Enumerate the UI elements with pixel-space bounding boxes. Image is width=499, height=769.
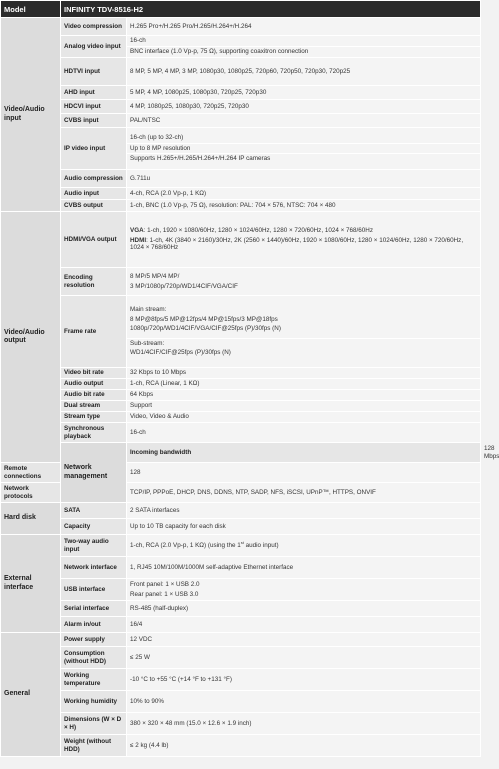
spec-value: ≤ 25 W	[127, 647, 481, 669]
table-row	[1, 647, 481, 669]
spec-value-line: 3 MP/1080p/720p/WD1/4CIF/VGA/CIF	[130, 282, 238, 290]
spec-value-line: Main stream:	[130, 306, 167, 314]
spec-label: Stream type	[61, 412, 127, 423]
spec-label: HDMI/VGA output	[61, 212, 127, 268]
spec-value: Video, Video & Audio	[127, 412, 481, 423]
table-row	[1, 633, 481, 647]
spec-value	[127, 535, 481, 557]
spec-label: HDTVI input	[61, 58, 127, 86]
spec-value-line: Up to 8 MP resolution	[127, 143, 480, 154]
table-row	[1, 100, 481, 114]
section-general: General	[1, 633, 61, 757]
table-row	[1, 86, 481, 100]
spec-label: Dual stream	[61, 401, 127, 412]
spec-value: Support	[127, 401, 481, 412]
spec-label: Analog video input	[61, 36, 127, 58]
spec-value: 2 SATA interfaces	[127, 503, 481, 519]
spec-label: Alarm in/out	[61, 617, 127, 633]
spec-value: H.265 Pro+/H.265 Pro/H.265/H.264+/H.264	[127, 18, 481, 36]
spec-value-line: Supports H.265+/H.265/H.264+/H.264 IP cameras	[127, 153, 480, 164]
spec-label: Video bit rate	[61, 368, 127, 379]
table-row	[1, 617, 481, 633]
table-row	[1, 423, 481, 443]
table-row	[1, 601, 481, 617]
spec-value-line	[130, 236, 477, 253]
table-row	[1, 128, 481, 170]
table-row	[1, 735, 481, 757]
spec-label: USB interface	[61, 579, 127, 601]
spec-value: 10% to 90%	[127, 691, 481, 713]
hdmi-label: HDMI	[130, 236, 147, 244]
hdmi-text: : 1-ch, 4K (3840 × 2160)/30Hz, 2K (2560 × 1440)/60Hz, 1920 × 1080/60Hz, 1280 × 1024/60Hz, 1280 × 720/60Hz, 1024 × 768/60Hz	[130, 236, 464, 252]
table-row	[1, 114, 481, 128]
table-row	[1, 535, 481, 557]
table-row	[1, 557, 481, 579]
model-header-label: Model	[1, 1, 61, 18]
spec-value: 32 Kbps to 10 Mbps	[127, 368, 481, 379]
section-network: Network management	[61, 443, 127, 503]
table-row	[1, 58, 481, 86]
spec-value: PAL/NTSC	[127, 114, 481, 128]
table-row	[1, 412, 481, 423]
vga-label: VGA	[130, 227, 144, 235]
spec-value: 16-ch	[127, 423, 481, 443]
spec-value	[127, 128, 481, 170]
table-row	[1, 691, 481, 713]
spec-value-line: Front panel: 1 × USB 2.0	[130, 580, 200, 588]
spec-label: Video compression	[61, 18, 127, 36]
table-row	[1, 368, 481, 379]
spec-label: Consumption (without HDD)	[61, 647, 127, 669]
table-row	[1, 170, 481, 188]
spec-value: 1, RJ45 10M/100M/1000M self-adaptive Ethernet interface	[127, 557, 481, 579]
spec-value	[127, 296, 481, 368]
spec-label: Remote connections	[1, 463, 61, 483]
model-name: INFINITY TDV-8516-H2	[61, 1, 481, 18]
spec-value: Up to 10 TB capacity for each disk	[127, 519, 481, 535]
section-video-audio-input: Video/Audio input	[1, 18, 61, 212]
section-hard-disk: Hard disk	[1, 503, 61, 535]
spec-value: -10 °C to +55 °C (+14 °F to +131 °F)	[127, 669, 481, 691]
spec-value-line: Sub-stream:	[127, 338, 480, 349]
spec-label: Working humidity	[61, 691, 127, 713]
spec-value: ≤ 2 kg (4.4 lb)	[127, 735, 481, 757]
spec-label: AHD input	[61, 86, 127, 100]
table-row	[1, 188, 481, 200]
spec-value: 128	[127, 463, 481, 483]
spec-value: G.711u	[127, 170, 481, 188]
table-row: Network management Incoming bandwidth 128 Mbps	[1, 443, 481, 463]
spec-label: Audio input	[61, 188, 127, 200]
table-row	[1, 401, 481, 412]
spec-label: CVBS input	[61, 114, 127, 128]
superscript: st	[240, 540, 244, 546]
spec-value: 1-ch, BNC (1.0 Vp-p, 75 Ω), resolution: PAL: 704 × 576, NTSC: 704 × 480	[127, 200, 481, 212]
spec-value-line: Rear panel: 1 × USB 3.0	[130, 590, 199, 598]
spec-value-line: BNC interface (1.0 Vp-p, 75 Ω), supporting coaxitron connection	[127, 46, 480, 57]
spec-label: Audio bit rate	[61, 390, 127, 401]
table-row	[1, 379, 481, 390]
table-row	[1, 18, 481, 36]
spec-value	[127, 36, 481, 58]
spec-value-line: 16-ch	[130, 37, 146, 45]
table-row	[1, 390, 481, 401]
spec-label: Capacity	[61, 519, 127, 535]
spec-label: SATA	[61, 503, 127, 519]
spec-value-line: 1080p/720p/WD1/4CIF/VGA/CIF@25fps (P)/30fps (N)	[130, 325, 281, 333]
spec-value	[127, 268, 481, 296]
table-row	[1, 200, 481, 212]
spec-label: Dimensions (W × D × H)	[61, 713, 127, 735]
spec-value-line: 8 MP@8fps/5 MP@12fps/4 MP@15fps/3 MP@18fps	[130, 315, 278, 323]
spec-label: Two-way audio input	[61, 535, 127, 557]
spec-value	[127, 212, 481, 268]
audio-text-post: audio input)	[243, 542, 279, 550]
spec-label: Power supply	[61, 633, 127, 647]
spec-label: Audio compression	[61, 170, 127, 188]
spec-label: Working temperature	[61, 669, 127, 691]
spec-value: 4 MP, 1080p25, 1080p30, 720p25, 720p30	[127, 100, 481, 114]
spec-label: Frame rate	[61, 296, 127, 368]
spec-value: 8 MP, 5 MP, 4 MP, 3 MP, 1080p30, 1080p25, 720p60, 720p50, 720p30, 720p25	[127, 58, 481, 86]
spec-label: Network protocols	[1, 483, 61, 503]
spec-label: Synchronous playback	[61, 423, 127, 443]
spec-value: RS-485 (half-duplex)	[127, 601, 481, 617]
spec-value-line	[130, 226, 477, 236]
spec-label: Audio output	[61, 379, 127, 390]
spec-value: 380 × 320 × 48 mm (15.0 × 12.6 × 1.9 inch)	[127, 713, 481, 735]
spec-label: IP video input	[61, 128, 127, 170]
table-row	[1, 296, 481, 368]
table-row	[1, 713, 481, 735]
table-row	[1, 268, 481, 296]
spec-value: 4-ch, RCA (2.0 Vp-p, 1 KΩ)	[127, 188, 481, 200]
table-row	[1, 669, 481, 691]
table-row	[1, 212, 481, 268]
spec-value: 64 Kbps	[127, 390, 481, 401]
section-external: External interface	[1, 535, 61, 633]
spec-label: Encoding resolution	[61, 268, 127, 296]
spec-label: CVBS output	[61, 200, 127, 212]
audio-text-pre: 1-ch, RCA (2.0 Vp-p, 1 KΩ) (using the 1	[130, 542, 241, 550]
spec-value: 12 VDC	[127, 633, 481, 647]
spec-value: 16/4	[127, 617, 481, 633]
table-row	[1, 36, 481, 58]
spec-value-line: WD1/4CIF/CIF@25fps (P)/30fps (N)	[130, 349, 231, 357]
table-row	[1, 519, 481, 535]
spec-value: 5 MP, 4 MP, 1080p25, 1080p30, 720p25, 720p30	[127, 86, 481, 100]
table-row	[1, 579, 481, 601]
spec-value: 1-ch, RCA (Linear, 1 KΩ)	[127, 379, 481, 390]
spec-label: HDCVI input	[61, 100, 127, 114]
spec-value	[127, 579, 481, 601]
table-row	[1, 503, 481, 519]
spec-label: Incoming bandwidth	[127, 443, 481, 463]
section-video-audio-output: Video/Audio output	[1, 212, 61, 463]
spec-value-line: 16-ch (up to 32-ch)	[130, 134, 184, 142]
spec-label: Weight (without HDD)	[61, 735, 127, 757]
spec-label: Network interface	[61, 557, 127, 579]
spec-value: TCP/IP, PPPoE, DHCP, DNS, DDNS, NTP, SADP, NFS, iSCSI, UPnP™, HTTPS, ONVIF	[127, 483, 481, 503]
vga-text: : 1-ch, 1920 × 1080/60Hz, 1280 × 1024/60Hz, 1280 × 720/60Hz, 1024 × 768/60Hz	[143, 227, 373, 235]
spec-value-line: 8 MP/5 MP/4 MP/	[130, 272, 180, 280]
spec-label: Serial interface	[61, 601, 127, 617]
table-header-row	[1, 1, 481, 18]
